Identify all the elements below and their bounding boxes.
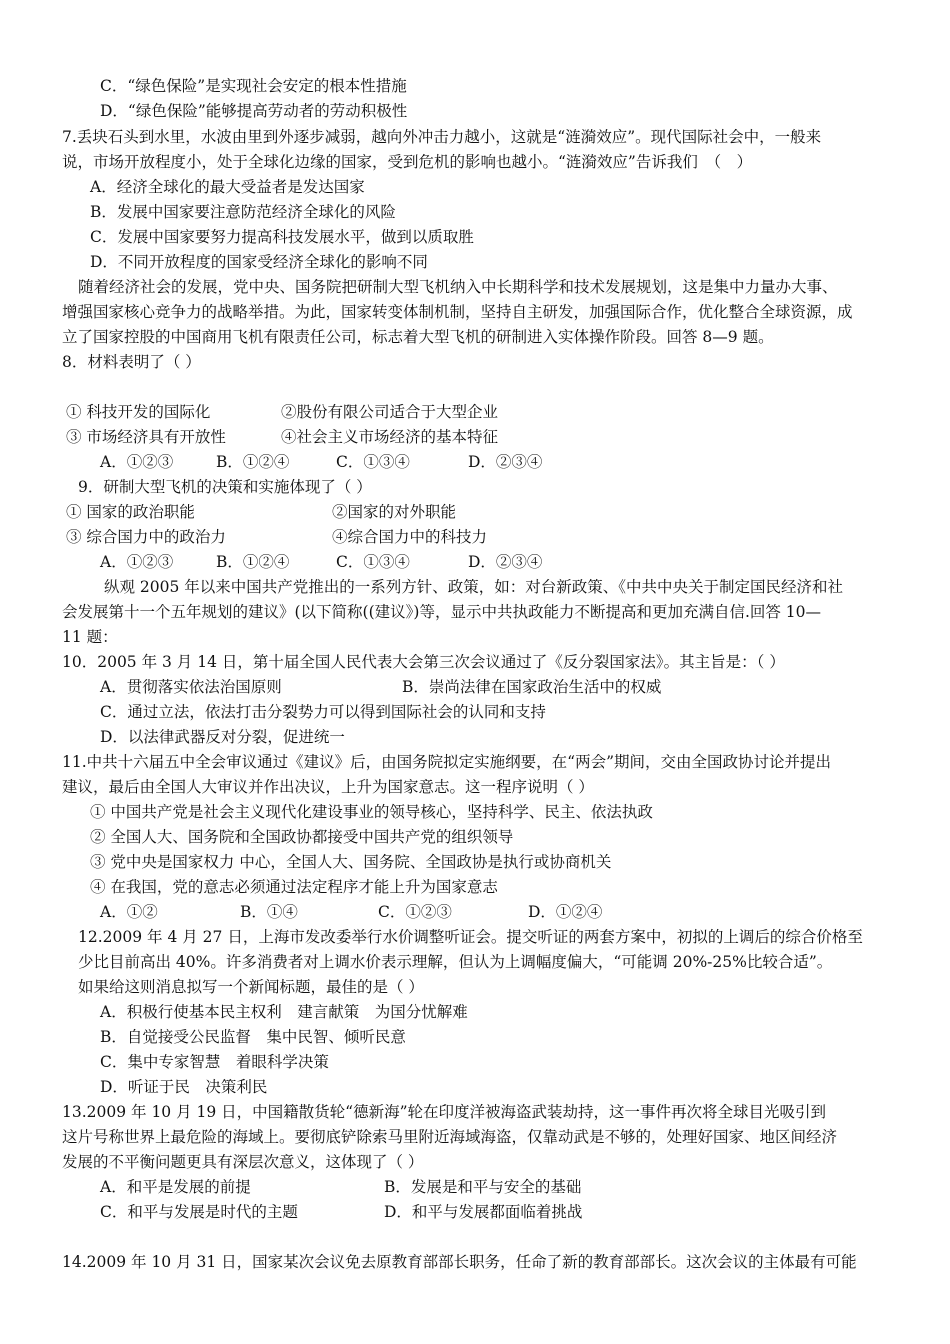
- q13-option-b: B．发展是和平与安全的基础: [384, 1178, 582, 1196]
- q9-item-4: ④综合国力中的科技力: [332, 528, 488, 546]
- q7-option-b: B．发展中国家要注意防范经济全球化的风险: [90, 203, 396, 221]
- q10-option-a: A．贯彻落实依法治国原则: [100, 678, 282, 696]
- q8-item-2: ②股份有限公司适合于大型企业: [281, 403, 499, 421]
- material-10-11-line3: 11 题：: [62, 628, 118, 646]
- q11-item-1: ① 中国共产党是社会主义现代化建设事业的领导核心，坚持科学、民主、依法执政: [90, 803, 653, 821]
- q12-option-c: C．集中专家智慧 着眼科学决策: [100, 1053, 329, 1071]
- q9-item-3: ③ 综合国力中的政治力: [66, 528, 226, 546]
- material-10-11-line2: 会发展第十一个五年规划的建议》(以下简称((建议》)等，显示中共执政能力不断提高和更加充满自信.回答 10—: [62, 603, 822, 621]
- q13-option-a: A．和平是发展的前提: [100, 1178, 251, 1196]
- q9-item-1: ① 国家的政治职能: [66, 503, 195, 521]
- q10-stem: 10．2005 年 3 月 14 日，第十届全国人民代表大会第三次会议通过了《反分裂国家法》。其主旨是：（ ）: [62, 653, 785, 671]
- q8-option-c: C．①③④: [336, 453, 410, 471]
- q10-option-c: C．通过立法，依法打击分裂势力可以得到国际社会的认同和支持: [100, 703, 546, 721]
- q7-option-c: C．发展中国家要努力提高科技发展水平，做到以质取胜: [90, 228, 474, 246]
- q11-stem-line2: 建议，最后由全国人大审议并作出决议，上升为国家意志。这一程序说明（ ）: [62, 778, 594, 796]
- q12-stem-line2: 少比目前高出 40%。许多消费者对上调水价表示理解，但认为上调幅度偏大，“可能调 20%-25%比较合适”。: [78, 953, 833, 971]
- q7-stem-line1: 7.丢块石头到水里，水波由里到外逐步减弱，越向外冲击力越小，这就是“涟漪效应”。现代国际社会中，一般来: [62, 128, 822, 146]
- q11-item-4: ④ 在我国，党的意志必须通过法定程序才能上升为国家意志: [90, 878, 498, 896]
- q11-option-b: B．①④: [240, 903, 298, 921]
- q10-option-b: B．崇尚法律在国家政治生活中的权威: [402, 678, 662, 696]
- q11-stem-line1: 11.中共十六届五中全会审议通过《建议》后，由国务院拟定实施纲要，在“两会”期间，交由全国政协讨论并提出: [62, 753, 832, 771]
- q11-option-a: A．①②: [100, 903, 158, 921]
- q12-option-a: A．积极行使基本民主权利 建言献策 为国分忧解难: [100, 1003, 468, 1021]
- material-10-11-line1: 纵观 2005 年以来中国共产党推出的一系列方针、政策，如：对台新政策、《中共中央关于制定国民经济和社: [104, 578, 844, 596]
- q8-item-4: ④社会主义市场经济的基本特征: [281, 428, 499, 446]
- q6-option-c: C．“绿色保险”是实现社会安定的根本性措施: [100, 77, 407, 95]
- q13-option-d: D．和平与发展都面临着挑战: [384, 1203, 583, 1221]
- q12-stem-line1: 12.2009 年 4 月 27 日，上海市发改委举行水价调整听证会。提交听证的两套方案中，初拟的上调后的综合价格至: [78, 928, 863, 946]
- q7-option-a: A．经济全球化的最大受益者是发达国家: [90, 178, 365, 196]
- q10-option-d: D．以法律武器反对分裂，促进统一: [100, 728, 345, 746]
- q9-option-a: A．①②③: [100, 553, 174, 571]
- q9-option-c: C．①③④: [336, 553, 410, 571]
- q12-stem-line3: 如果给这则消息拟写一个新闻标题，最佳的是（ ）: [78, 978, 424, 996]
- q8-option-a: A．①②③: [100, 453, 174, 471]
- q6-option-d: D．“绿色保险”能够提高劳动者的劳动积极性: [100, 102, 408, 120]
- q11-option-c: C．①②③: [378, 903, 452, 921]
- material-8-9-line2: 增强国家核心竞争力的战略举措。为此，国家转变体制机制，坚持自主研发，加强国际合作，优化整合全球资源，成: [62, 303, 853, 321]
- q13-stem-line2: 这片号称世界上最危险的海域上。要彻底铲除索马里附近海域海盗，仅靠动武是不够的，处理好国家、地区间经济: [62, 1128, 838, 1146]
- q12-option-b: B．自觉接受公民监督 集中民智、倾听民意: [100, 1028, 406, 1046]
- q13-stem-line3: 发展的不平衡问题更具有深层次意义，这体现了（ ）: [62, 1153, 424, 1171]
- q11-item-3: ③ 党中央是国家权力 中心，全国人大、国务院、全国政协是执行或协商机关: [90, 853, 612, 871]
- material-8-9-line3: 立了国家控股的中国商用飞机有限责任公司，标志着大型飞机的研制进入实体操作阶段。回答 8—9 题。: [62, 328, 774, 346]
- q8-stem: 8．材料表明了（ ）: [62, 353, 201, 371]
- q9-stem: 9．研制大型飞机的决策和实施体现了（ ）: [78, 478, 372, 496]
- q9-option-b: B．①②④: [216, 553, 290, 571]
- q13-option-c: C．和平与发展是时代的主题: [100, 1203, 298, 1221]
- q8-option-d: D．②③④: [468, 453, 543, 471]
- q12-option-d: D．听证于民 决策利民: [100, 1078, 268, 1096]
- q8-item-3: ③ 市场经济具有开放性: [66, 428, 226, 446]
- q11-item-2: ② 全国人大、国务院和全国政协都接受中国共产党的组织领导: [90, 828, 514, 846]
- q11-option-d: D．①②④: [528, 903, 603, 921]
- q8-option-b: B．①②④: [216, 453, 290, 471]
- material-8-9-line1: 随着经济社会的发展，党中央、国务院把研制大型飞机纳入中长期科学和技术发展规划，这是集中力量办大事、: [78, 278, 838, 296]
- q7-stem-line2: 说，市场开放程度小，处于全球化边缘的国家，受到危机的影响也越小。“涟漪效应”告诉我们 （ ）: [62, 153, 753, 171]
- q9-item-2: ②国家的对外职能: [332, 503, 457, 521]
- q9-option-d: D．②③④: [468, 553, 543, 571]
- q14-stem-line1: 14.2009 年 10 月 31 日，国家某次会议免去原教育部部长职务，任命了新的教育部部长。这次会议的主体最有可能: [62, 1253, 857, 1271]
- q8-item-1: ① 科技开发的国际化: [66, 403, 211, 421]
- q7-option-d: D．不同开放程度的国家受经济全球化的影响不同: [90, 253, 428, 271]
- q13-stem-line1: 13.2009 年 10 月 19 日，中国籍散货轮“德新海”轮在印度洋被海盗武装劫持，这一事件再次将全球目光吸引到: [62, 1103, 827, 1121]
